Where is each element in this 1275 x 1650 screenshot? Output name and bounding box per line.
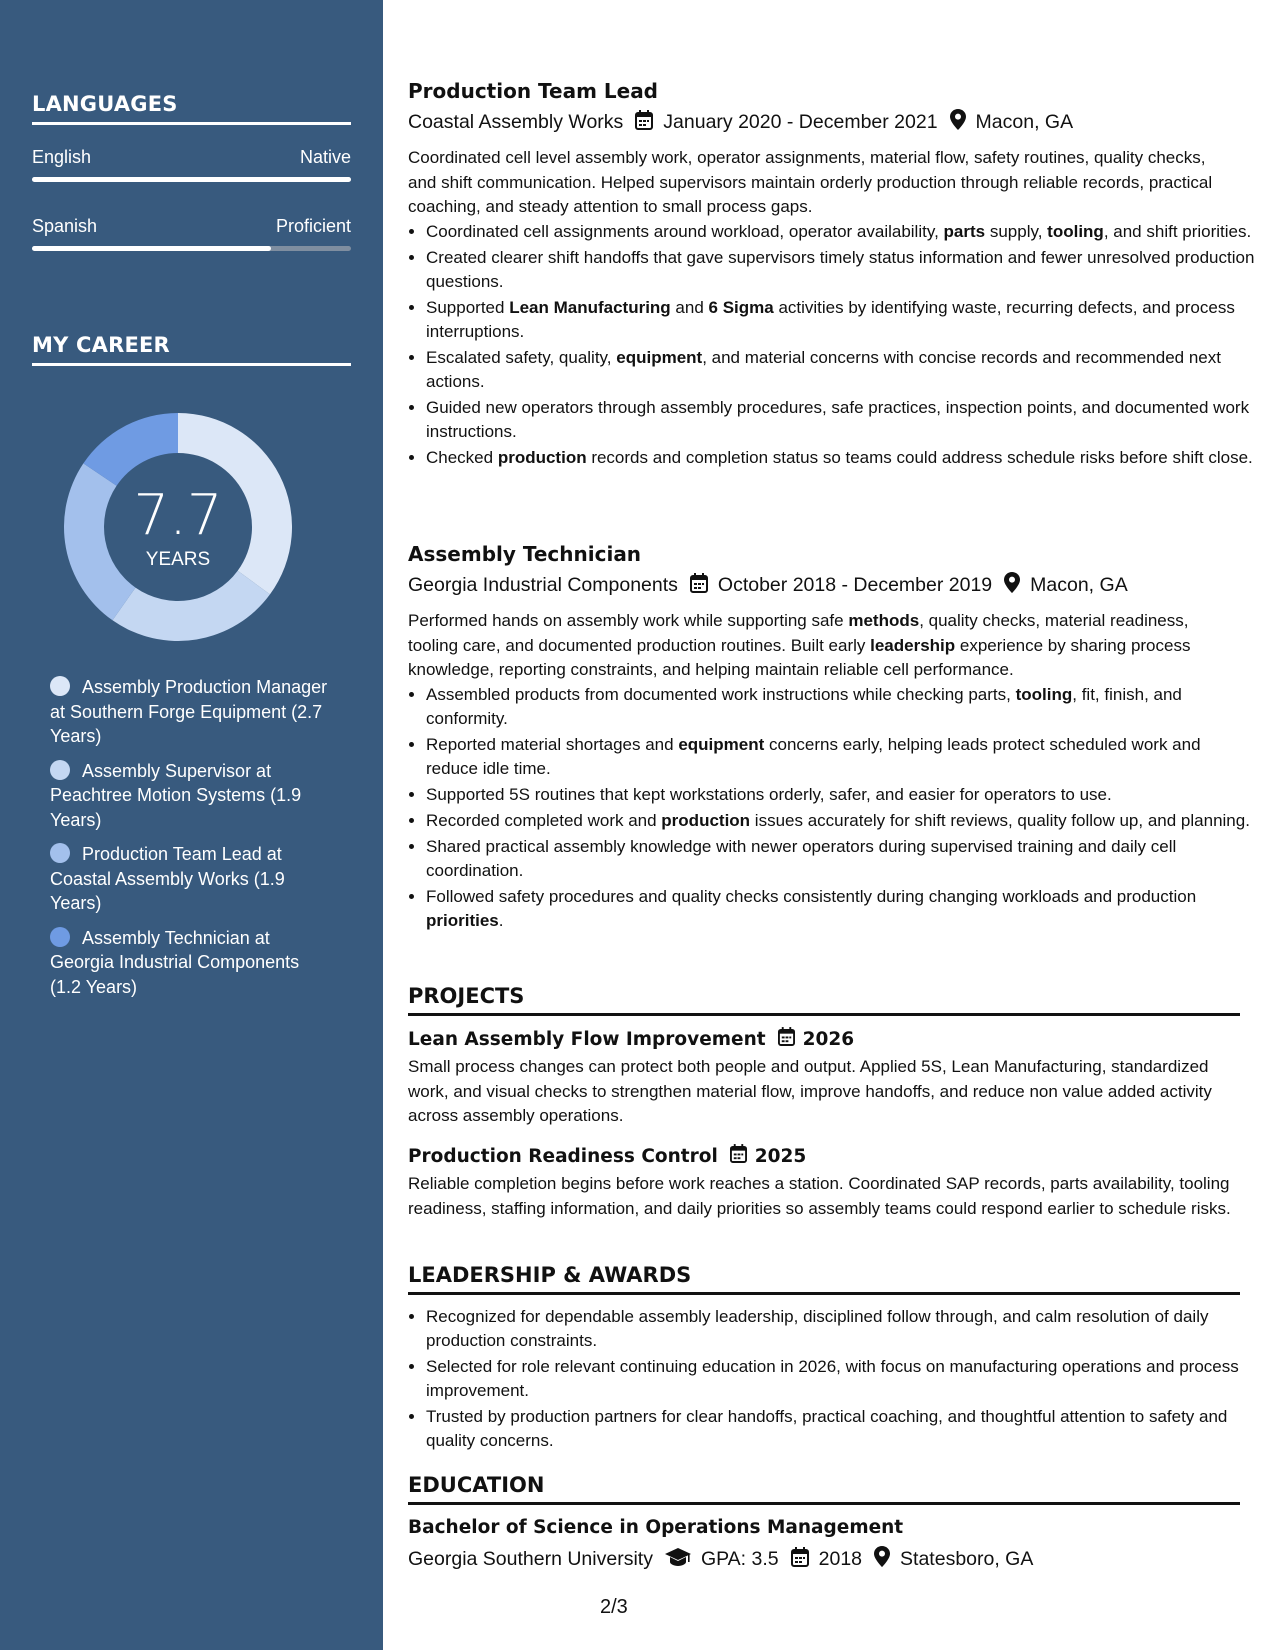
language-level: Proficient [275,216,351,236]
job-company: Georgia Industrial Components [408,574,678,596]
job-bullet: • Escalated safety, quality, equipment, and material concerns with concise records and recommended next actions. [426,346,1256,394]
career-total-years: 7.7 [133,483,223,548]
location-pin-icon [950,109,966,136]
education-location: Statesboro, GA [900,1548,1034,1570]
legend-dot-icon [50,760,70,780]
project-year: 2026 [802,1028,855,1050]
project-title: Lean Assembly Flow Improvement [408,1028,766,1050]
location-pin-icon [874,1546,890,1573]
location-pin-icon [1004,572,1020,599]
award-item: • Selected for role relevant continuing education in 2026, with focus on manufacturing operations and process improvement. [426,1355,1256,1403]
calendar-icon [778,1027,795,1051]
graduation-cap-icon [665,1548,691,1572]
projects-heading: PROJECTS [408,984,1240,1016]
job-meta [408,109,1073,136]
education-meta [408,1546,1033,1573]
education-year: 2018 [818,1548,863,1570]
job-company: Coastal Assembly Works [408,111,624,133]
project-description: Reliable completion begins before work reaches a station. Coordinated SAP records, parts availability, tooling readiness, staffing information, and daily priorities so assembly teams could respond earlier to schedule risks. [408,1174,1231,1218]
education-heading: EDUCATION [408,1473,1240,1505]
job-bullet: • Supported 5S routines that kept workstations orderly, safer, and easier for operators to use. [426,783,1256,807]
language-name: English [32,147,92,167]
job-bullet: • Supported Lean Manufacturing and 6 Sigma activities by identifying waste, recurring defects, and process interruptions. [426,296,1256,344]
job-bullet: • Shared practical assembly knowledge with newer operators during supervised training and daily cell coordination. [426,835,1256,883]
language-bar-fill [32,177,351,182]
languages-heading: LANGUAGES [32,92,351,125]
language-row [32,216,351,237]
career-section [32,333,351,366]
project-title-row [408,1144,806,1168]
education-school: Georgia Southern University [408,1548,653,1570]
calendar-icon [690,573,708,599]
job-bullet: • Created clearer shift handoffs that gave supervisors timely status information and fewer unresolved production questions. [426,246,1256,294]
language-row [32,147,351,168]
job-bullets [408,683,1256,935]
language-name: Spanish [32,216,98,236]
career-legend-item: Assembly Supervisor at Peachtree Motion Systems (1.9 Years) [50,760,302,830]
job-meta [408,572,1128,599]
language-bar [32,246,351,251]
job-bullet: • Reported material shortages and equipment concerns early, helping leads protect scheduled work and reduce idle time. [426,733,1256,781]
job-summary: Coordinated cell level assembly work, operator assignments, material flow, safety routines, quality checks, and shift communication. Helped supervisors maintain orderly production through reliable records, practical coaching, and steady attention to small process gaps. [408,148,1213,216]
job-dates: October 2018 - December 2019 [717,574,993,596]
awards-heading: LEADERSHIP & AWARDS [408,1263,1240,1295]
job-summary: Performed hands on assembly work while supporting safe methods, quality checks, material readiness, tooling care, and documented production routines. Built early leadership experience by sharing process knowledge, reporting constraints, and helping maintain reliable cell performance. [408,611,1191,679]
award-item: • Trusted by production partners for clear handoffs, practical coaching, and thoughtful attention to safety and quality concerns. [426,1405,1256,1453]
career-donut-chart [64,413,292,641]
project-description: Small process changes can protect both people and output. Applied 5S, Lean Manufacturing, standardized work, and visual checks to strengthen material flow, improve handoffs, and reduce non value added activity across assembly operations. [408,1057,1212,1125]
career-legend [50,675,330,1009]
job-bullet: • Assembled products from documented work instructions while checking parts, tooling, fit, finish, and conformity. [426,683,1256,731]
job-bullet: • Recorded completed work and production issues accurately for shift reviews, quality follow up, and planning. [426,809,1256,833]
project-title: Production Readiness Control [408,1145,718,1167]
page-number: 2/3 [600,1596,628,1618]
sidebar [0,0,383,1650]
education-degree: Bachelor of Science in Operations Management [408,1517,904,1538]
career-legend-item: Production Team Lead at Coastal Assembly Works (1.9 Years) [50,844,285,913]
job-bullet: • Followed safety procedures and quality checks consistently during changing workloads and production priorities. [426,885,1256,933]
job-title: Production Team Lead [408,79,658,103]
calendar-icon [730,1144,747,1168]
legend-dot-icon [50,927,70,947]
career-total-label: YEARS [145,549,211,570]
language-bar [32,177,351,182]
project-title-row [408,1027,854,1051]
award-item: • Recognized for dependable assembly leadership, disciplined follow through, and calm resolution of daily production constraints. [426,1305,1256,1353]
awards-list [408,1305,1256,1455]
job-bullet: • Guided new operators through assembly procedures, safe practices, inspection points, and documented work instructions. [426,396,1256,444]
project-year: 2025 [754,1145,807,1167]
job-bullet: • Checked production records and completion status so teams could address schedule risks before shift close. [426,446,1256,470]
legend-dot-icon [50,676,70,696]
career-legend-item: Assembly Technician at Georgia Industrial Components (1.2 Years) [50,927,300,997]
job-dates: January 2020 - December 2021 [663,111,938,133]
legend-dot-icon [50,843,70,863]
job-bullet: • Coordinated cell assignments around workload, operator availability, parts supply, tooling, and shift priorities. [426,220,1256,244]
language-bar-fill [32,246,271,251]
calendar-icon [791,1547,809,1573]
career-heading: MY CAREER [32,333,351,366]
job-location: Macon, GA [1030,574,1128,596]
career-legend-item: Assembly Production Manager at Southern Forge Equipment (2.7 Years) [50,677,328,746]
languages-section [32,92,351,251]
job-title: Assembly Technician [408,542,642,566]
job-bullets [408,220,1256,472]
job-location: Macon, GA [975,111,1074,133]
calendar-icon [635,110,653,136]
language-level: Native [299,147,351,167]
education-gpa: GPA: 3.5 [700,1548,779,1570]
